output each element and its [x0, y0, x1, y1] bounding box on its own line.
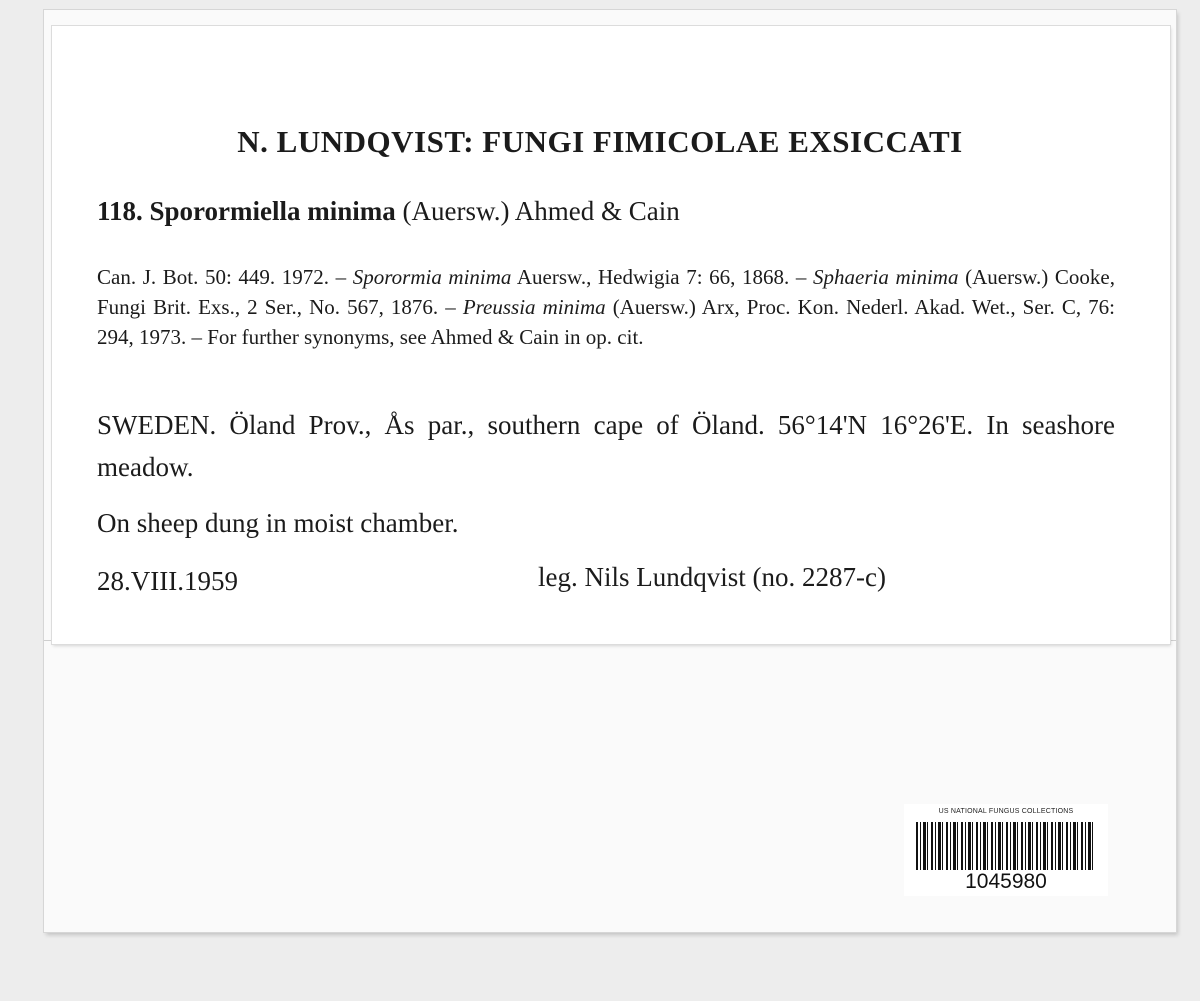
species-line [97, 196, 680, 227]
reference-segment: (Auersw.) Arx, Proc. Kon. Nederl. Akad. Wet., Ser. C, 76: 294, 1973. – For further synonyms, see Ahmed & Cain in op. cit. [97, 295, 1115, 349]
synonym-name: Sphaeria minima [813, 265, 959, 289]
species-authority: (Auersw.) Ahmed & Cain [402, 196, 680, 226]
substrate-text: On sheep dung in moist chamber. [97, 508, 459, 538]
locality-text: SWEDEN. Öland Prov., Ås par., southern cape of Öland. 56°14'N 16°26'E. In seashore meadow. [97, 410, 1115, 482]
collection-date: 28.VIII.1959 [97, 566, 238, 596]
reference-segment: (Auersw.) Cooke, Fungi Brit. Exs., 2 Ser., No. 567, 1876. – [97, 265, 1115, 319]
barcode-icon [916, 822, 1096, 870]
barcode-label [904, 804, 1108, 896]
barcode-header: US NATIONAL FUNGUS COLLECTIONS [938, 808, 1074, 815]
label-title: N. LUNDQVIST: FUNGI FIMICOLAE EXSICCATI [237, 124, 963, 159]
collector-text: leg. Nils Lundqvist (no. 2287-c) [538, 562, 886, 592]
species-name: Sporormiella minima [149, 196, 396, 226]
synonym-name: Preussia minima [462, 295, 606, 319]
synonym-name: Sporormia minima [352, 265, 512, 289]
specimen-number: 118. [97, 196, 143, 226]
reference-segment: Auersw., Hedwigia 7: 66, 1868. – [511, 265, 814, 289]
barcode-number: 1045980 [965, 870, 1047, 893]
reference-segment: Can. J. Bot. 50: 449. 1972. – [97, 265, 353, 289]
references-paragraph [97, 262, 1115, 352]
